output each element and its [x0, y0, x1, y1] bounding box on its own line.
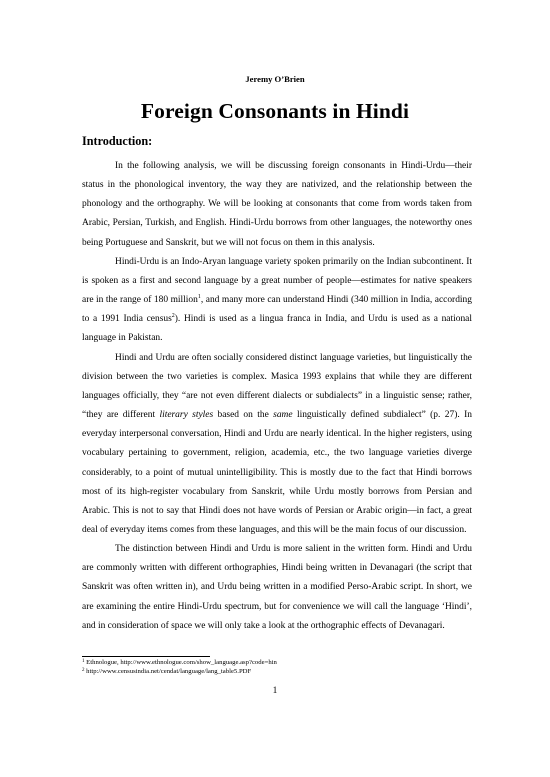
paragraph-2 [82, 253, 472, 349]
footnote-number: 2 [82, 667, 85, 673]
footnote-2 [82, 668, 482, 677]
paragraph-2-part-c: ). Hindi is used as a lingua franca in India, and Urdu is used as a national language in Pakistan. [82, 314, 472, 344]
body-text [82, 157, 472, 636]
footnote-text[interactable]: http://www.censusindia.net/cendat/language/lang_table5.PDF [84, 667, 252, 675]
paragraph-1: In the following analysis, we will be discussing foreign consonants in Hindi-Urdu—their status in the phonological inventory, the way they are nativized, and the relationship between the phonology and the orthography. We will be looking at consonants that come from words taken from Arabic, Persian, Turkish, and English. Hindi-Urdu borrows from other languages, the noteworthy ones being Portuguese and Sanskrit, but we will not focus on them in this analysis. [82, 161, 472, 248]
paragraph-2-part-a: Hindi-Urdu is an Indo-Aryan language variety spoken primarily on the Indian subcontinent. It is spoken as a first and second language by a great number of people—estimates for native speakers are in the range of 180 million [82, 256, 472, 306]
footnote-number: 1 [82, 659, 85, 664]
footnote-ref-1[interactable]: 1 [197, 294, 201, 301]
emphasis-same: same [273, 410, 293, 421]
paragraph-3-part-b: based on the [213, 410, 274, 421]
footnote-divider [82, 656, 210, 657]
author-name: Jeremy O’Brien [245, 74, 305, 84]
footnotes [82, 659, 482, 676]
paragraph-3-part-a: Hindi and Urdu are often socially considered distinct language varieties, but linguistically the division between the two varieties is complex. Masica 1993 explains that while they are different languages officially, they “are not even different dialects or subdialects” in a linguistic sense; rather, “they are different [82, 352, 472, 421]
footnote-1 [82, 659, 482, 668]
page-number: 1 [272, 686, 278, 696]
section-heading-introduction: Introduction: [82, 134, 153, 148]
paragraph-4: The distinction between Hindi and Urdu is more salient in the written form. Hindi and Urdu are commonly written with different orthographies, Hindi being written in Devanagari (the script that Sanskrit was often written in), and Urdu being written in a modified Perso-Arabic script. In short, we are examining the entire Hindi-Urdu spectrum, but for convenience we will call the language ‘Hindi’, and in consideration of space we will only take a look at the orthographic effects of Devanagari. [82, 544, 472, 631]
paragraph-3-part-c: linguistically defined subdialect” (p. 27). In everyday interpersonal conversation, Hindi and Urdu are nearly identical. In the higher registers, using vocabulary pertaining to government, religion, academia, etc., the two language varieties diverge considerably, to a point of mutual unintelligibility. This is mostly due to the fact that Hindi borrows most of its high-register vocabulary from Sanskrit, while Urdu mostly borrows from Persian and Arabic. This is not to say that Hindi does not have words of Persian or Arabic origin—in fact, a great deal of everyday items comes from these languages, and this will be the main focus of our discussion. [82, 410, 472, 535]
paper-title: Foreign Consonants in Hindi [140, 99, 410, 123]
paragraph-2-part-b: , and many more can understand Hindi (340 million in India, according to a 1991 India census [82, 295, 472, 325]
footnote-text[interactable]: Ethnologue, http://www.ethnologue.com/show_language.asp?code=hin [84, 659, 277, 666]
emphasis-literary-styles: literary styles [159, 410, 214, 421]
paragraph-3 [82, 349, 472, 541]
footnote-ref-2[interactable]: 2 [171, 313, 175, 320]
